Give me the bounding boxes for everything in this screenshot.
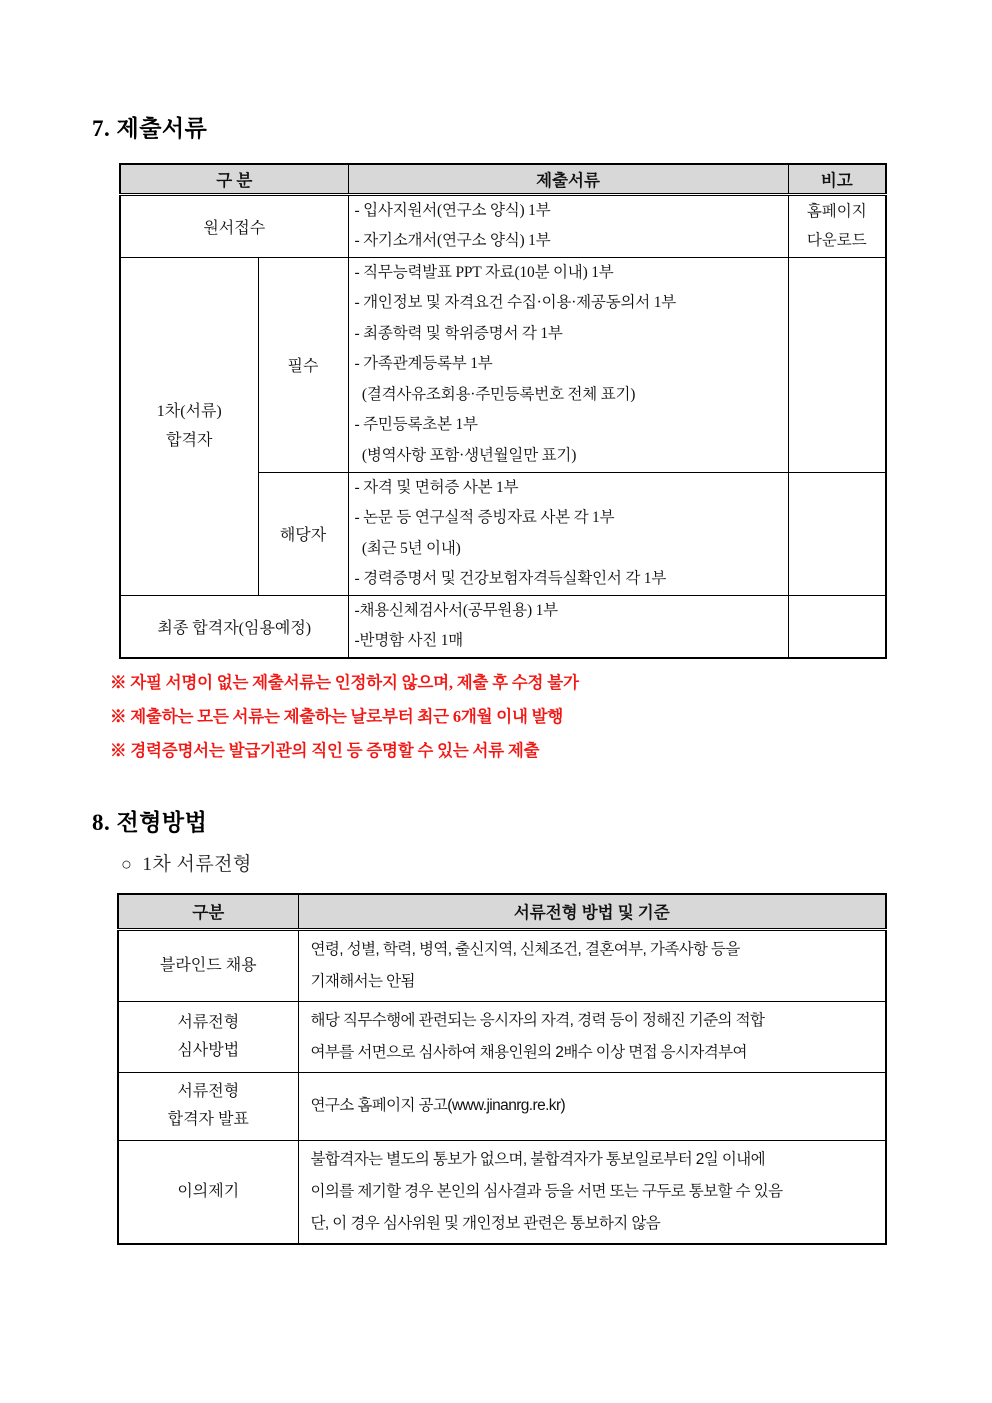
text-line: - 주민등록초본 1부 [354, 416, 478, 434]
text-line: - 개인정보 및 자격요건 수집·이용·제공동의서 1부 [354, 294, 677, 312]
text-line: - 논문 등 연구실적 증빙자료 사본 각 1부 [354, 509, 615, 526]
submission-documents-table [119, 163, 887, 659]
row-content-cell [298, 929, 886, 1001]
text-line: 블라인드 채용 [159, 956, 257, 974]
text-line: - 입사지원서(연구소 양식) 1부 [354, 201, 551, 219]
text-line: - 자격 및 면허증 사본 1부 [354, 478, 519, 496]
table-row-objection [118, 1140, 886, 1244]
text-line: 홈페이지 [806, 203, 867, 220]
applicable-items-cell [348, 472, 788, 595]
final-label-cell: 최종 합격자(임용예정) [120, 595, 348, 658]
table-row-first-pass-required [120, 257, 886, 472]
text-line: 서류전형 [177, 1013, 240, 1031]
required-label-cell: 필수 [258, 257, 348, 472]
text-line: - 경력증명서 및 건강보험자격득실확인서 각 1부 [354, 570, 667, 587]
row-label-cell [118, 1001, 298, 1072]
section7-title: 7. 제출서류 [92, 116, 208, 141]
text-line: ※ 자필 서명이 없는 제출서류는 인정하지 않으며, 제출 후 수정 불가 [110, 673, 579, 692]
text-line: 해당 직무수행에 관련되는 응시자의 자격, 경력 등이 정해진 기준의 적합 [310, 1011, 765, 1029]
table-row-application [120, 194, 886, 257]
final-remark-cell [788, 595, 886, 658]
row-content-cell [298, 1140, 886, 1244]
applicable-label-cell: 해당자 [258, 472, 348, 595]
first-round-subtitle-text: 1차 서류전형 [142, 854, 252, 875]
row-label-cell [118, 929, 298, 1001]
required-items-cell [348, 257, 788, 472]
text-line: - 자기소개서(연구소 양식) 1부 [354, 232, 551, 249]
circle-bullet-icon: ○ [121, 854, 133, 874]
application-remark-cell [788, 194, 886, 257]
row-label-cell [118, 1140, 298, 1244]
text-line: 단, 이 경우 심사위원 및 개인정보 관련은 통보하지 않음 [310, 1214, 661, 1232]
text-line: (병역사항 포함·생년월일만 표기) [354, 446, 577, 464]
text-line: 합격자 [166, 432, 213, 449]
text-line: - 직무능력발표 PPT 자료(10분 이내) 1부 [354, 263, 614, 281]
table-header-row [120, 164, 886, 194]
application-label-cell: 원서접수 [120, 194, 348, 257]
text-line: (최근 5년 이내) [354, 539, 461, 557]
application-items-cell [348, 194, 788, 257]
table-row-result-announcement [118, 1072, 886, 1140]
table-row-blind-recruitment [118, 929, 886, 1001]
text-line: 이의를 제기할 경우 본인의 심사결과 등을 서면 또는 구두로 통보할 수 있음 [310, 1182, 783, 1200]
screening-method-table [117, 893, 887, 1245]
text-line: 기재해서는 안됨 [310, 972, 415, 990]
text-line: 심사방법 [177, 1041, 240, 1059]
text-line: - 최종학력 및 학위증명서 각 1부 [354, 324, 563, 342]
submission-notes [110, 666, 579, 768]
text-line: 1차(서류) [156, 403, 222, 420]
row-content-cell [298, 1072, 886, 1140]
text-line: ※ 제출하는 모든 서류는 제출하는 날로부터 최근 6개월 이내 발행 [110, 707, 564, 726]
header-cell-criteria: 서류전형 방법 및 기준 [298, 894, 886, 929]
table-header-row [118, 894, 886, 929]
first-pass-group-cell [120, 257, 258, 595]
table-row-screening-method [118, 1001, 886, 1072]
text-line: - 가족관계등록부 1부 [354, 355, 493, 373]
row-label-cell [118, 1072, 298, 1140]
table-row-final [120, 595, 886, 658]
row-content-cell [298, 1001, 886, 1072]
text-line: 다운로드 [806, 232, 867, 249]
text-line: 여부를 서면으로 심사하여 채용인원의 2배수 이상 면접 응시자격부여 [310, 1043, 747, 1061]
applicable-remark-cell [788, 472, 886, 595]
text-line: (결격사유조회용·주민등록번호 전체 표기) [354, 385, 636, 403]
text-line: 연령, 성별, 학력, 병역, 출신지역, 신체조건, 결혼여부, 가족사항 등을 [310, 940, 740, 958]
header-cell-category: 구분 [118, 894, 298, 929]
final-items-cell [348, 595, 788, 658]
text-line: -반명함 사진 1매 [354, 632, 464, 649]
text-line: 불합격자는 별도의 통보가 없으며, 불합격자가 통보일로부터 2일 이내에 [310, 1150, 765, 1168]
header-cell-remark: 비고 [788, 164, 886, 194]
header-cell-documents: 제출서류 [348, 164, 788, 194]
text-line: ※ 경력증명서는 발급기관의 직인 등 증명할 수 있는 서류 제출 [110, 741, 540, 760]
text-line: 서류전형 [177, 1083, 240, 1100]
text-line: 합격자 발표 [167, 1111, 249, 1128]
text-line: 연구소 홈페이지 공고(www.jinanrg.re.kr) [310, 1097, 566, 1114]
required-remark-cell [788, 257, 886, 472]
text-line: -채용신체검사서(공무원용) 1부 [354, 601, 558, 619]
header-cell-category: 구 분 [120, 164, 348, 194]
first-round-subtitle [121, 849, 252, 876]
text-line: 이의제기 [177, 1182, 240, 1200]
section8-title: 8. 전형방법 [92, 810, 208, 835]
